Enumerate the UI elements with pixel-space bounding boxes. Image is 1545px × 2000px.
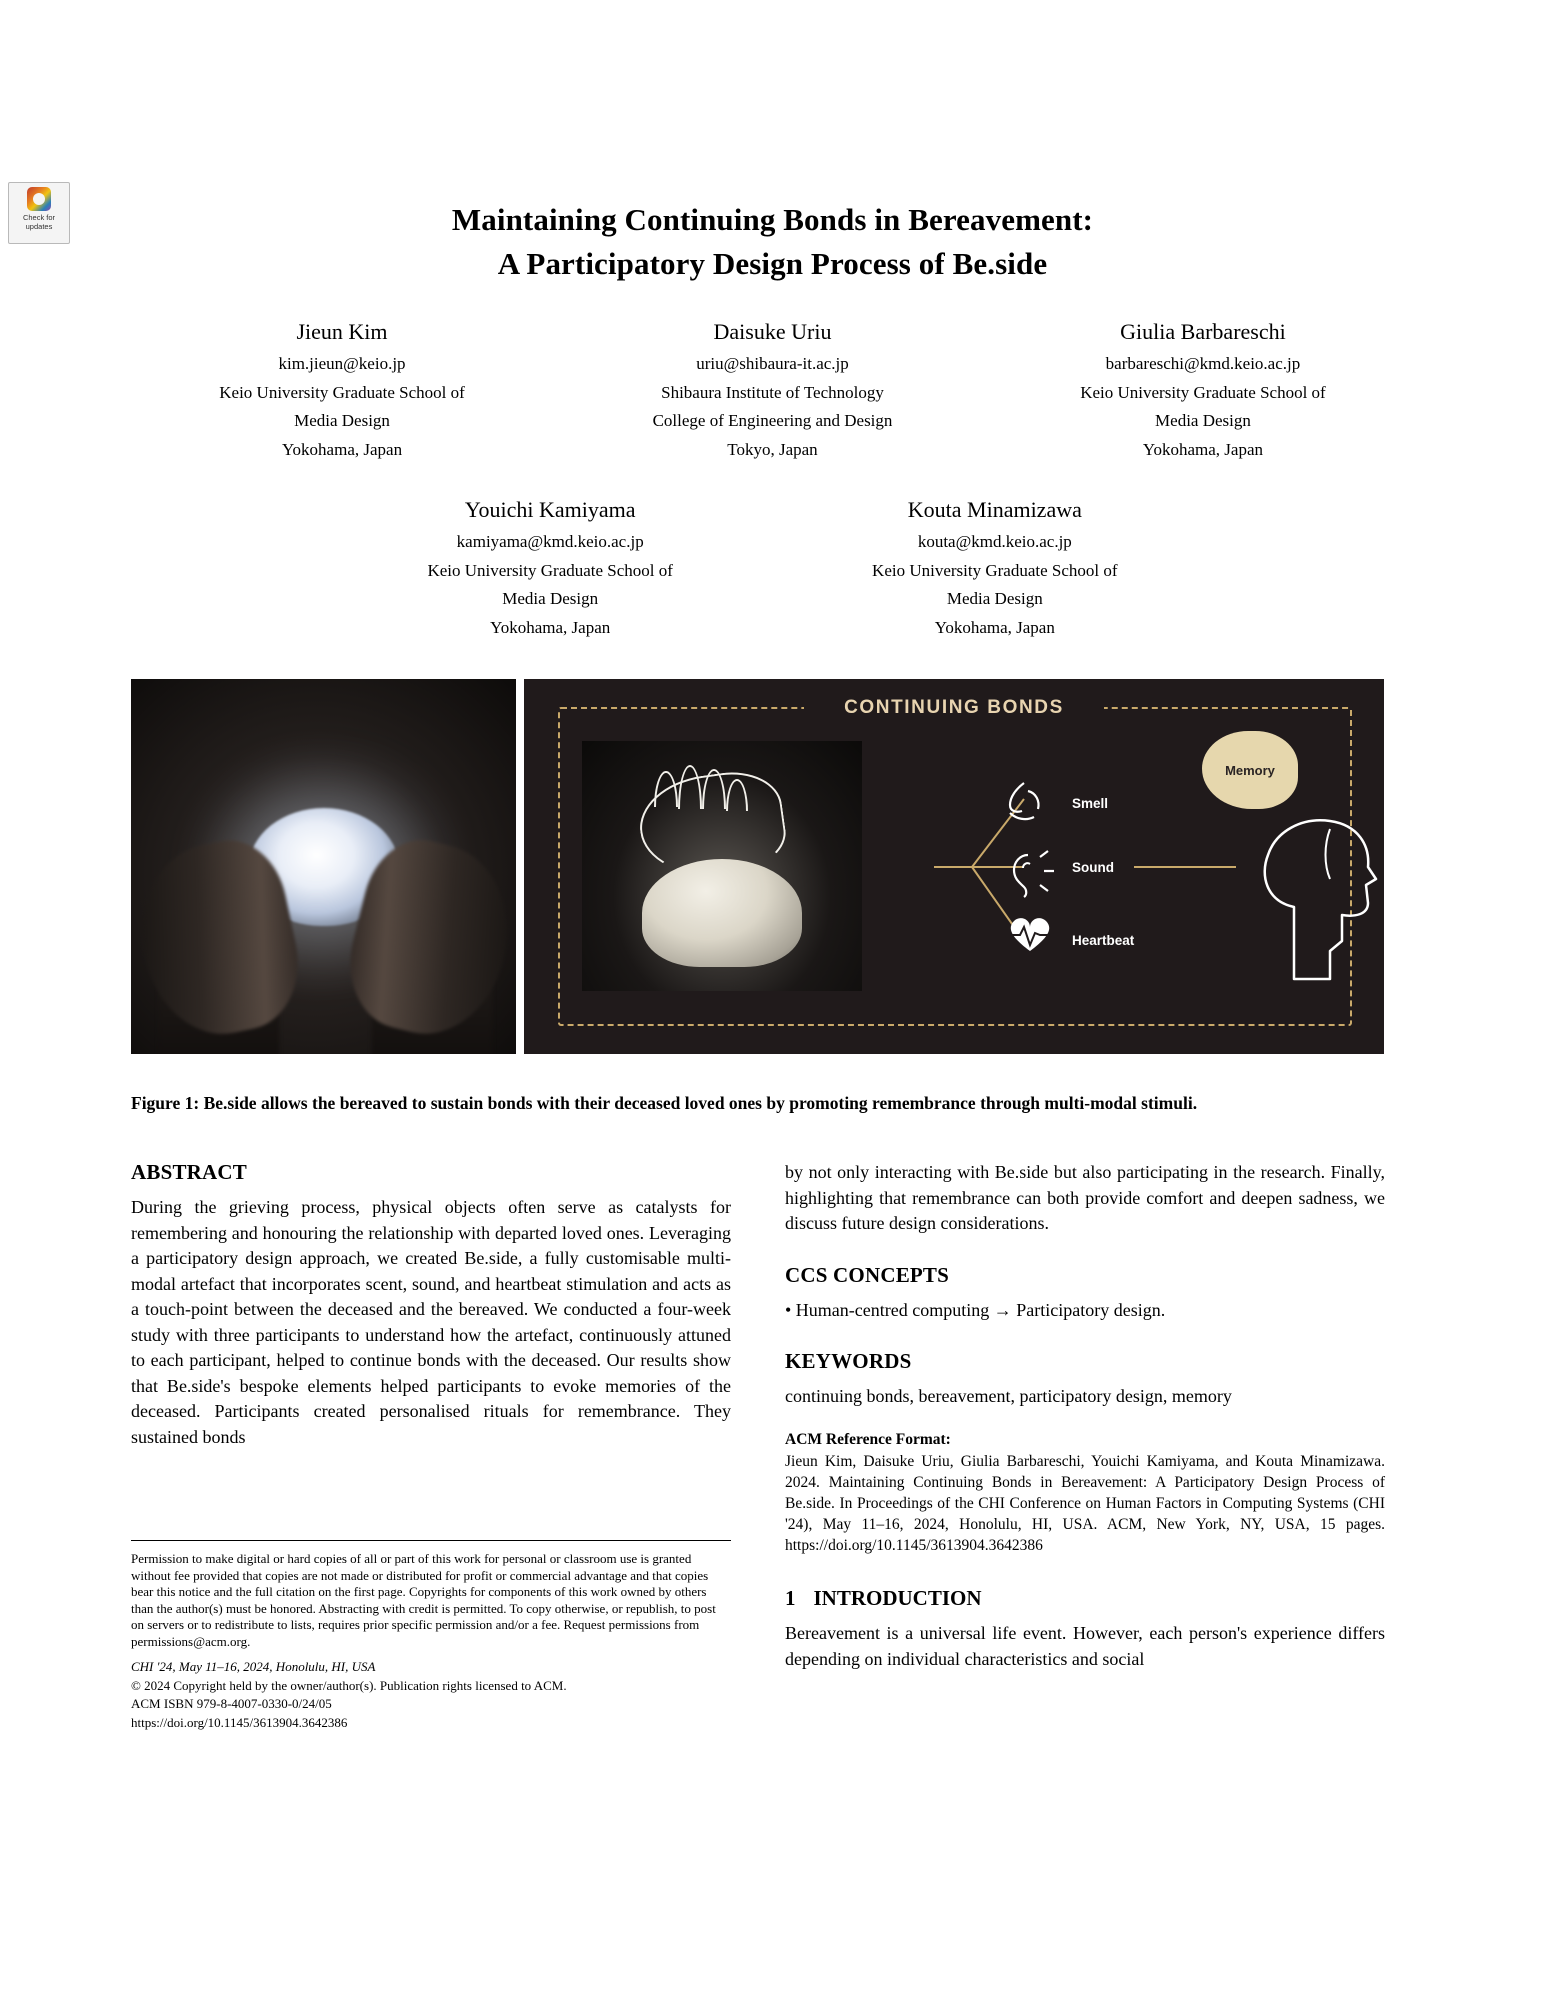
diagram-title: CONTINUING BONDS (844, 697, 1064, 718)
diagram-artefact-photo (582, 741, 862, 991)
author-affiliation-line-1: Keio University Graduate School of (872, 560, 1118, 580)
keywords-text: continuing bonds, bereavement, participatory design, memory (785, 1385, 1232, 1406)
author-affiliation-line-2: Media Design (502, 589, 599, 608)
author-affiliation-line-1: Shibaura Institute of Technology (661, 382, 884, 402)
node-label-smell: Smell (1072, 796, 1109, 811)
author-name: Jieun Kim (296, 319, 388, 344)
copyright-permission: Permission to make digital or hard copies of all or part of this work for personal or classroom use is granted without fee provided that copies are not made or distributed for profit or commercial advantage and that copies bear this notice and the full citation on the first page. Copyrights for components of this work owned by others than the author(s) must be honored. Abstracting with credit is permitted. To copy otherwise, or republish, to post on servers or to redistribute to lists, requires prior specific permission and/or a fee. Request permissions from permissions@acm.org. (131, 1551, 716, 1649)
author-affiliation-line-2: Media Design (1155, 411, 1251, 430)
node-label-heartbeat: Heartbeat (1072, 933, 1135, 948)
figure-1 (131, 679, 1384, 1054)
finger-outline (654, 771, 678, 807)
crossmark-icon (27, 187, 51, 211)
column-right (785, 1160, 1385, 1684)
author-affiliation-line-1: Keio University Graduate School of (427, 560, 673, 580)
author-block (560, 316, 984, 464)
ccs-concepts-bullet: • Human-centred computing → Participatory design. (785, 1299, 1166, 1320)
author-affiliation-line-2: Media Design (946, 589, 1043, 608)
introduction-number: 1 (785, 1586, 796, 1610)
badge-line2: updates (25, 222, 53, 231)
copyright-rights: © 2024 Copyright held by the owner/author(s). Publication rights licensed to ACM. (131, 1677, 567, 1693)
page-title (130, 198, 1415, 286)
author-affiliation-line-1: Keio University Graduate School of (219, 382, 465, 402)
author-email[interactable]: kamiyama@kmd.keio.ac.jp (456, 532, 644, 551)
abstract-heading: ABSTRACT (131, 1160, 247, 1184)
introduction-heading (785, 1586, 1385, 1611)
finger-outline (678, 765, 702, 809)
author-email[interactable]: uriu@shibaura-it.ac.jp (696, 354, 849, 373)
author-location: Yokohama, Japan (281, 439, 403, 459)
acm-reference-heading: ACM Reference Format: (785, 1431, 951, 1448)
author-affiliation-line-1: Keio University Graduate School of (1080, 382, 1326, 402)
memory-node: Memory (1202, 731, 1298, 809)
authors-row-2 (345, 494, 1200, 642)
author-location: Yokohama, Japan (1142, 439, 1264, 459)
copyright-block (131, 1540, 731, 1733)
introduction-title: INTRODUCTION (813, 1586, 982, 1610)
author-location: Yokohama, Japan (490, 617, 611, 637)
abstract-paragraph-continued: by not only interacting with Be.side but also participating in the research. Finally, highlighting that remembrance can both provide comfort and deepen sadness, we discuss future design considerations. (785, 1162, 1385, 1233)
authors-row-1 (130, 316, 1415, 464)
author-block (345, 494, 755, 642)
figure-caption: Figure 1: Be.side allows the bereaved to sustain bonds with their deceased loved ones by promoting remembrance through multi-modal stimuli. (131, 1093, 1198, 1113)
author-affiliation-line-2: College of Engineering and Design (652, 411, 893, 430)
copyright-isbn: ACM ISBN 979-8-4007-0330-0/24/05 (131, 1696, 332, 1711)
title-line-1: Maintaining Continuing Bonds in Bereavement: (451, 202, 1094, 237)
figure-photo-hands (131, 679, 516, 1054)
author-block (991, 316, 1415, 464)
abstract-paragraph: During the grieving process, physical objects often serve as catalysts for remembering and honouring the relationship with departed loved ones. Leveraging a participatory design approach, we created Be.side, a fully customisable multi-modal artefact that incorporates scent, sound, and heartbeat stimulation and acts as a touch-point between the deceased and the bereaved. We conducted a four-week study with three participants to understand how the artefact, continuously attuned to each participant, helped to continue bonds with the deceased. Our results show that Be.side's bespoke elements helped participants to evoke memories of the deceased. Participants created personalised rituals for remembrance. They sustained bonds (131, 1197, 731, 1447)
author-name: Youichi Kamiyama (464, 497, 636, 522)
check-for-updates-badge[interactable] (8, 182, 70, 244)
copyright-conference: CHI '24, May 11–16, 2024, Honolulu, HI, USA (131, 1659, 376, 1674)
introduction-paragraph: Bereavement is a universal life event. However, each person's experience differs depending on individual characteristics and social (785, 1623, 1385, 1669)
author-name: Giulia Barbareschi (1120, 319, 1286, 344)
title-line-2: A Participatory Design Process of Be.side (497, 246, 1048, 281)
node-label-sound: Sound (1072, 860, 1114, 875)
author-location: Yokohama, Japan (934, 617, 1055, 637)
copyright-doi[interactable]: https://doi.org/10.1145/3613904.3642386 (131, 1714, 348, 1730)
figure-diagram-continuing-bonds (524, 679, 1384, 1054)
author-email[interactable]: barbareschi@kmd.keio.ac.jp (1105, 354, 1301, 373)
author-name: Kouta Minamizawa (907, 497, 1082, 522)
column-left (131, 1160, 731, 1462)
author-block (130, 316, 554, 464)
author-location: Tokyo, Japan (727, 439, 818, 459)
author-affiliation-line-2: Media Design (294, 411, 390, 430)
author-email[interactable]: kouta@kmd.keio.ac.jp (917, 532, 1072, 551)
keywords-heading: KEYWORDS (785, 1348, 912, 1373)
author-email[interactable]: kim.jieun@keio.jp (278, 354, 406, 373)
author-name: Daisuke Uriu (713, 319, 832, 344)
author-block (790, 494, 1200, 642)
ccs-concepts-heading: CCS CONCEPTS (785, 1262, 950, 1287)
acm-reference-text: Jieun Kim, Daisuke Uriu, Giulia Barbareschi, Youichi Kamiyama, and Kouta Minamizawa. 2024. Maintaining Continuing Bonds in Bereavement: A Participatory Design Process of Be.side. In Proceedings of the CHI Conference on Human Factors in Computing Systems (CHI '24), May 11–16, 2024, Honolulu, HI, USA. ACM, New York, NY, USA, 15 pages. https://doi.org/10.1145/3613904.3642386 (785, 1453, 1385, 1554)
artefact-stone-shape (642, 859, 802, 967)
badge-line1: Check for (22, 213, 56, 222)
